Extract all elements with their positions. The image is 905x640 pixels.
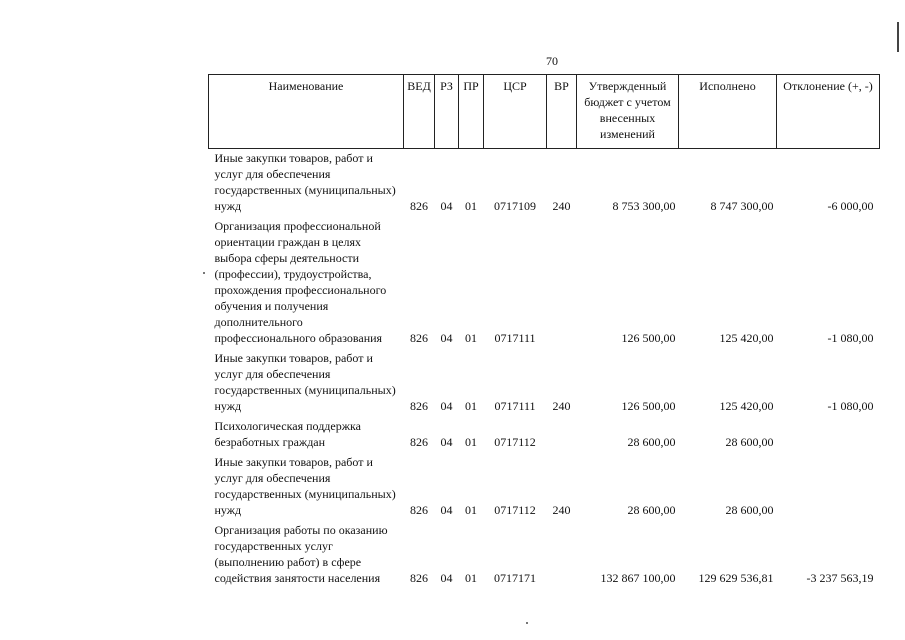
row-csr: 0717111 [494,331,536,345]
row-rz: 04 [440,503,453,517]
row-executed: 125 420,00 [719,331,774,345]
row-approved: 28 600,00 [627,503,676,517]
row-name: Организация профессиональной ориентации граждан в целях выбора сферы деятельности (профессии), трудоустройства, прохождения профессионального обучения и получения дополнительного профессионального образования [214,219,387,345]
row-ved: 826 [410,399,428,413]
row-approved: 28 600,00 [627,435,676,449]
row-csr: 0717112 [494,503,536,517]
row-executed: 28 600,00 [725,435,774,449]
row-ved: 826 [410,331,428,345]
header-pr: ПР [459,75,484,149]
row-deviation: -1 080,00 [827,399,874,413]
row-pr: 01 [465,199,477,213]
row-executed: 28 600,00 [725,503,774,517]
header-vr: ВР [547,75,577,149]
budget-table [208,74,880,589]
row-approved: 126 500,00 [621,331,676,345]
row-executed: 125 420,00 [719,399,774,413]
table-body [209,149,880,590]
row-rz: 04 [440,571,453,585]
row-pr: 01 [465,331,477,345]
row-executed: 8 747 300,00 [710,199,774,213]
row-rz: 04 [440,199,453,213]
row-vr: 240 [552,199,571,213]
row-name: Организация работы по оказанию государственных услуг (выполнению работ) в сфере содействия занятости населения [214,523,388,585]
row-deviation: -1 080,00 [827,331,874,345]
header-row [209,75,880,149]
row-name: Иные закупки товаров, работ и услуг для обеспечения государственных (муниципальных) нужд [214,151,396,213]
header-csr: ЦСР [484,75,547,149]
row-vr: 240 [552,399,571,413]
row-csr: 0717171 [494,571,536,585]
row-csr: 0717109 [494,199,536,213]
row-ved: 826 [410,199,428,213]
scan-edge-mark [897,22,899,52]
row-deviation [777,417,880,453]
row-pr: 01 [465,503,477,517]
header-executed: Исполнено [679,75,777,149]
row-vr [547,217,577,349]
table-header [209,75,880,149]
header-approved-budget: Утвержденный бюджет с учетом внесенных изменений [577,75,679,149]
table-row [209,217,880,349]
row-ved: 826 [410,503,428,517]
row-executed: 129 629 536,81 [698,571,774,585]
row-ved: 826 [410,571,428,585]
header-ved: ВЕД [404,75,435,149]
row-name: Психологическая поддержка безработных граждан [214,419,361,449]
table-row [209,521,880,589]
row-rz: 04 [440,331,453,345]
table-row [209,149,880,218]
header-deviation: Отклонение (+, -) [777,75,880,149]
table-row [209,453,880,521]
row-csr: 0717111 [494,399,536,413]
row-name: Иные закупки товаров, работ и услуг для обеспечения государственных (муниципальных) нужд [214,351,396,413]
page-number: 70 [546,54,558,68]
row-pr: 01 [465,399,477,413]
row-approved: 132 867 100,00 [600,571,676,585]
row-rz: 04 [440,399,453,413]
row-vr [547,521,577,589]
row-name: Иные закупки товаров, работ и услуг для обеспечения государственных (муниципальных) нужд [214,455,396,517]
scan-speck [203,272,205,274]
row-ved: 826 [410,435,428,449]
row-vr: 240 [552,503,571,517]
header-name: Наименование [209,75,404,149]
table-row [209,349,880,417]
row-rz: 04 [440,435,453,449]
row-deviation: -3 237 563,19 [806,571,874,585]
row-pr: 01 [465,571,477,585]
row-approved: 8 753 300,00 [612,199,676,213]
row-deviation [777,453,880,521]
header-rz: РЗ [435,75,459,149]
row-pr: 01 [465,435,477,449]
row-vr [547,417,577,453]
row-approved: 126 500,00 [621,399,676,413]
row-csr: 0717112 [494,435,536,449]
scan-speck [526,622,528,624]
table-row [209,417,880,453]
row-deviation: -6 000,00 [827,199,874,213]
